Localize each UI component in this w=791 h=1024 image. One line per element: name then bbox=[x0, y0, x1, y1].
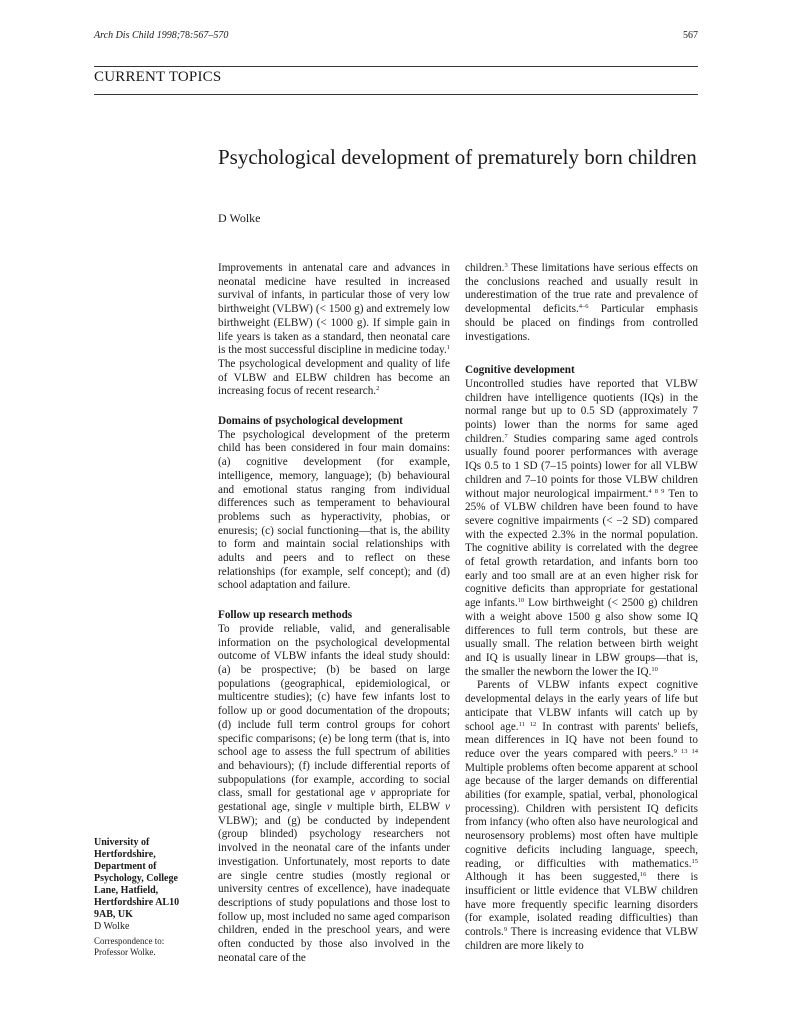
affiliation-line: Department of bbox=[94, 861, 157, 872]
citation-ref: 10 bbox=[517, 597, 525, 605]
article-author: D Wolke bbox=[218, 211, 261, 225]
affiliation-line: Hertfordshire AL10 bbox=[94, 897, 180, 908]
correspondence-name: Professor Wolke. bbox=[94, 947, 156, 957]
correspondence-note bbox=[94, 936, 212, 958]
article-title: Psychological development of prematurely born children bbox=[218, 145, 697, 169]
heading-methods: Follow up research methods bbox=[218, 609, 353, 622]
author-affiliation bbox=[94, 837, 212, 933]
citation-ref: 7 bbox=[504, 432, 508, 440]
citation-volume: 78 bbox=[180, 30, 191, 41]
methods-text: appropriate for gestational age, single bbox=[218, 787, 450, 814]
spacer bbox=[465, 344, 698, 364]
citation-year: 1998; bbox=[154, 30, 181, 41]
intro-text: Improvements in antenatal care and advances in neonatal medicine have resulted in increased survival of infants, in particular those of very low birthweight (VLBW) (< 1500 g) and extremely low birthweight (ELBW) (< 1000 g). If simple gain in life years is taken as a standard, then neonatal care is the most successful discipline in medicine today. bbox=[218, 262, 450, 357]
continued-text: These limitations have serious effects on the conclusions reached and usually result in underestimation of the true rate and prevalence of developmental deficits. bbox=[465, 262, 698, 316]
intro-paragraph bbox=[218, 262, 450, 399]
parents-text: Although it has been suggested, bbox=[465, 871, 640, 884]
citation-ref: 15 bbox=[691, 857, 698, 865]
methods-text: To provide reliable, valid, and generalisable information on the psychological developmental outcome of VLBW infants the ideal study should: (a) be prospective; (b) be based on large populations (geographical, epidemiological, or multicentre studies); (c) have few infants lost to follow up or good documentation of the dropouts; (d) include full term control groups for cohort specific comparisons; (e) be long term (that is, into school age to assess the full spectrum of abilities and behaviours); (f) include differential reports of subpopulations (for example, according to social class, small for gestational age bbox=[218, 622, 450, 800]
header-rule-top bbox=[94, 66, 698, 67]
affiliation-author-name: D Wolke bbox=[94, 921, 130, 932]
intro-text: The psychological development and quality of life of VLBW and ELBW children has become an increasing focus of recent research. bbox=[218, 357, 450, 398]
methods-text: VLBW); and (g) be conducted by independent (group blinded) psychology researchers not involved in the neonatal care of the infants under investigation. Unfortunately, most reports to date are single centre studies (mostly regional or university centres of excellence), have inadequate descriptions of study populations and those lost to follow up, most included no same aged comparison children, ended in the preschool years, and were often conducted by those also involved in the neonatal care of the bbox=[218, 814, 450, 964]
citation-ref: 9 bbox=[503, 926, 508, 934]
affiliation-line: Lane, Hatfield, bbox=[94, 885, 159, 896]
versus-italic: v bbox=[445, 801, 450, 814]
methods-paragraph bbox=[218, 623, 450, 966]
citation-ref: 11 12 bbox=[518, 720, 537, 728]
page-number: 567 bbox=[683, 30, 698, 41]
header-rule-bottom bbox=[94, 94, 698, 95]
continued-text: children. bbox=[465, 262, 505, 274]
parents-text: Multiple problems often become apparent at school age because of the larger demands on differential abilities (for example, spatial, verbal, phonological processing). Children with persistent IQ deficits from infancy (who often also have neurological and neurosensory problems) most often have multiple cognitive deficits including language, speech, reading, or difficulties with mathematics. bbox=[465, 761, 698, 870]
heading-cognitive: Cognitive development bbox=[465, 364, 575, 377]
citation-ref: 3 bbox=[504, 262, 508, 269]
body-column-right bbox=[465, 262, 698, 953]
continued-paragraph bbox=[465, 262, 698, 344]
cognitive-text: Low birthweight (< 2500 g) children with a weight above 1500 g also show some IQ differences to full term controls, but these are usually small. The relation between birth weight and IQ is usually linear in LBW groups—that is, the smaller the newborn the lower the IQ. bbox=[465, 597, 698, 678]
correspondence-label: Correspondence to: bbox=[94, 936, 165, 946]
journal-name: Arch Dis Child bbox=[94, 30, 155, 41]
body-column-left bbox=[218, 262, 450, 965]
parents-text: There is increasing evidence that VLBW children are more likely to bbox=[465, 926, 698, 952]
spacer bbox=[218, 593, 450, 609]
citation-ref: 4–6 bbox=[578, 303, 589, 311]
affiliation-line: University of bbox=[94, 837, 150, 848]
citation-ref: 16 bbox=[639, 871, 647, 879]
citation-ref: 1 bbox=[446, 344, 450, 352]
affiliation-line: Psychology, College bbox=[94, 873, 178, 884]
cognitive-text: Ten to 25% of VLBW children have been found to have severe cognitive impairments (< −2 SD) compared with the expected 2.3% in the normal population. The cognitive ability is correlated with the degree of fetal growth retardation, and infants born too early and too small are at an even higher risk for cognitive deficits than appropriate for gestational age infants. bbox=[465, 487, 698, 610]
citation-ref: 9 13 14 bbox=[673, 747, 699, 755]
heading-domains: Domains of psychological development bbox=[218, 415, 403, 428]
parents-paragraph bbox=[465, 679, 698, 953]
cognitive-text: Uncontrolled studies have reported that VLBW children have intelligence quotients (IQs) in the normal range but up to 0.5 SD (approximately 7 points) lower than the norms for same aged children. bbox=[465, 377, 698, 445]
versus-italic: v bbox=[326, 801, 332, 814]
cognitive-paragraph bbox=[465, 378, 698, 679]
section-label: CURRENT TOPICS bbox=[94, 69, 222, 85]
affiliation-line: 9AB, UK bbox=[94, 909, 133, 920]
methods-text: multiple birth, ELBW bbox=[331, 801, 446, 814]
domains-paragraph: The psychological development of the preterm child has been considered in four main domains: (a) cognitive development (for example, intelligence, memory, language); (b) behavioural and emotional status ranging from individual differences such as temperament to behavioural problems such as hyperactivity, phobias, or enuresis; (c) social functioning—that is, the ability to form and maintain social relationships with adults and peers and to reflect on these relationships (for example, self concept); and (d) school adaptation and failure. bbox=[218, 428, 450, 592]
running-head-citation bbox=[94, 30, 228, 41]
versus-italic: v bbox=[370, 787, 376, 800]
affiliation-line: Hertfordshire, bbox=[94, 849, 156, 860]
parents-text: there is insufficient or little evidence that VLBW children have more frequently specific learning disorders (for example, isolated reading difficulties) than controls. bbox=[465, 871, 698, 939]
citation-ref: 4 8 9 bbox=[648, 487, 665, 495]
citation-ref: 2 bbox=[376, 385, 380, 393]
spacer bbox=[218, 399, 450, 415]
continued-text: Particular emphasis should be placed on findings from controlled investigations. bbox=[465, 303, 698, 343]
cognitive-text: Studies comparing same aged controls usually found poorer performances with average IQs 0.5 to 1 SD (7–15 points) lower for all VLBW children and 7–10 points for those VLBW children without major neurological impairment. bbox=[465, 432, 698, 500]
citation-pages: :567–570 bbox=[190, 30, 229, 41]
parents-text: In contrast with parents' beliefs, mean differences in IQ have not been found to reduce over the years compared with peers. bbox=[465, 720, 699, 760]
parents-text: Parents of VLBW infants expect cognitive developmental delays in the early years of life but anticipate that VLBW infants will catch up by school age. bbox=[465, 679, 698, 733]
citation-ref: 10 bbox=[651, 665, 658, 673]
